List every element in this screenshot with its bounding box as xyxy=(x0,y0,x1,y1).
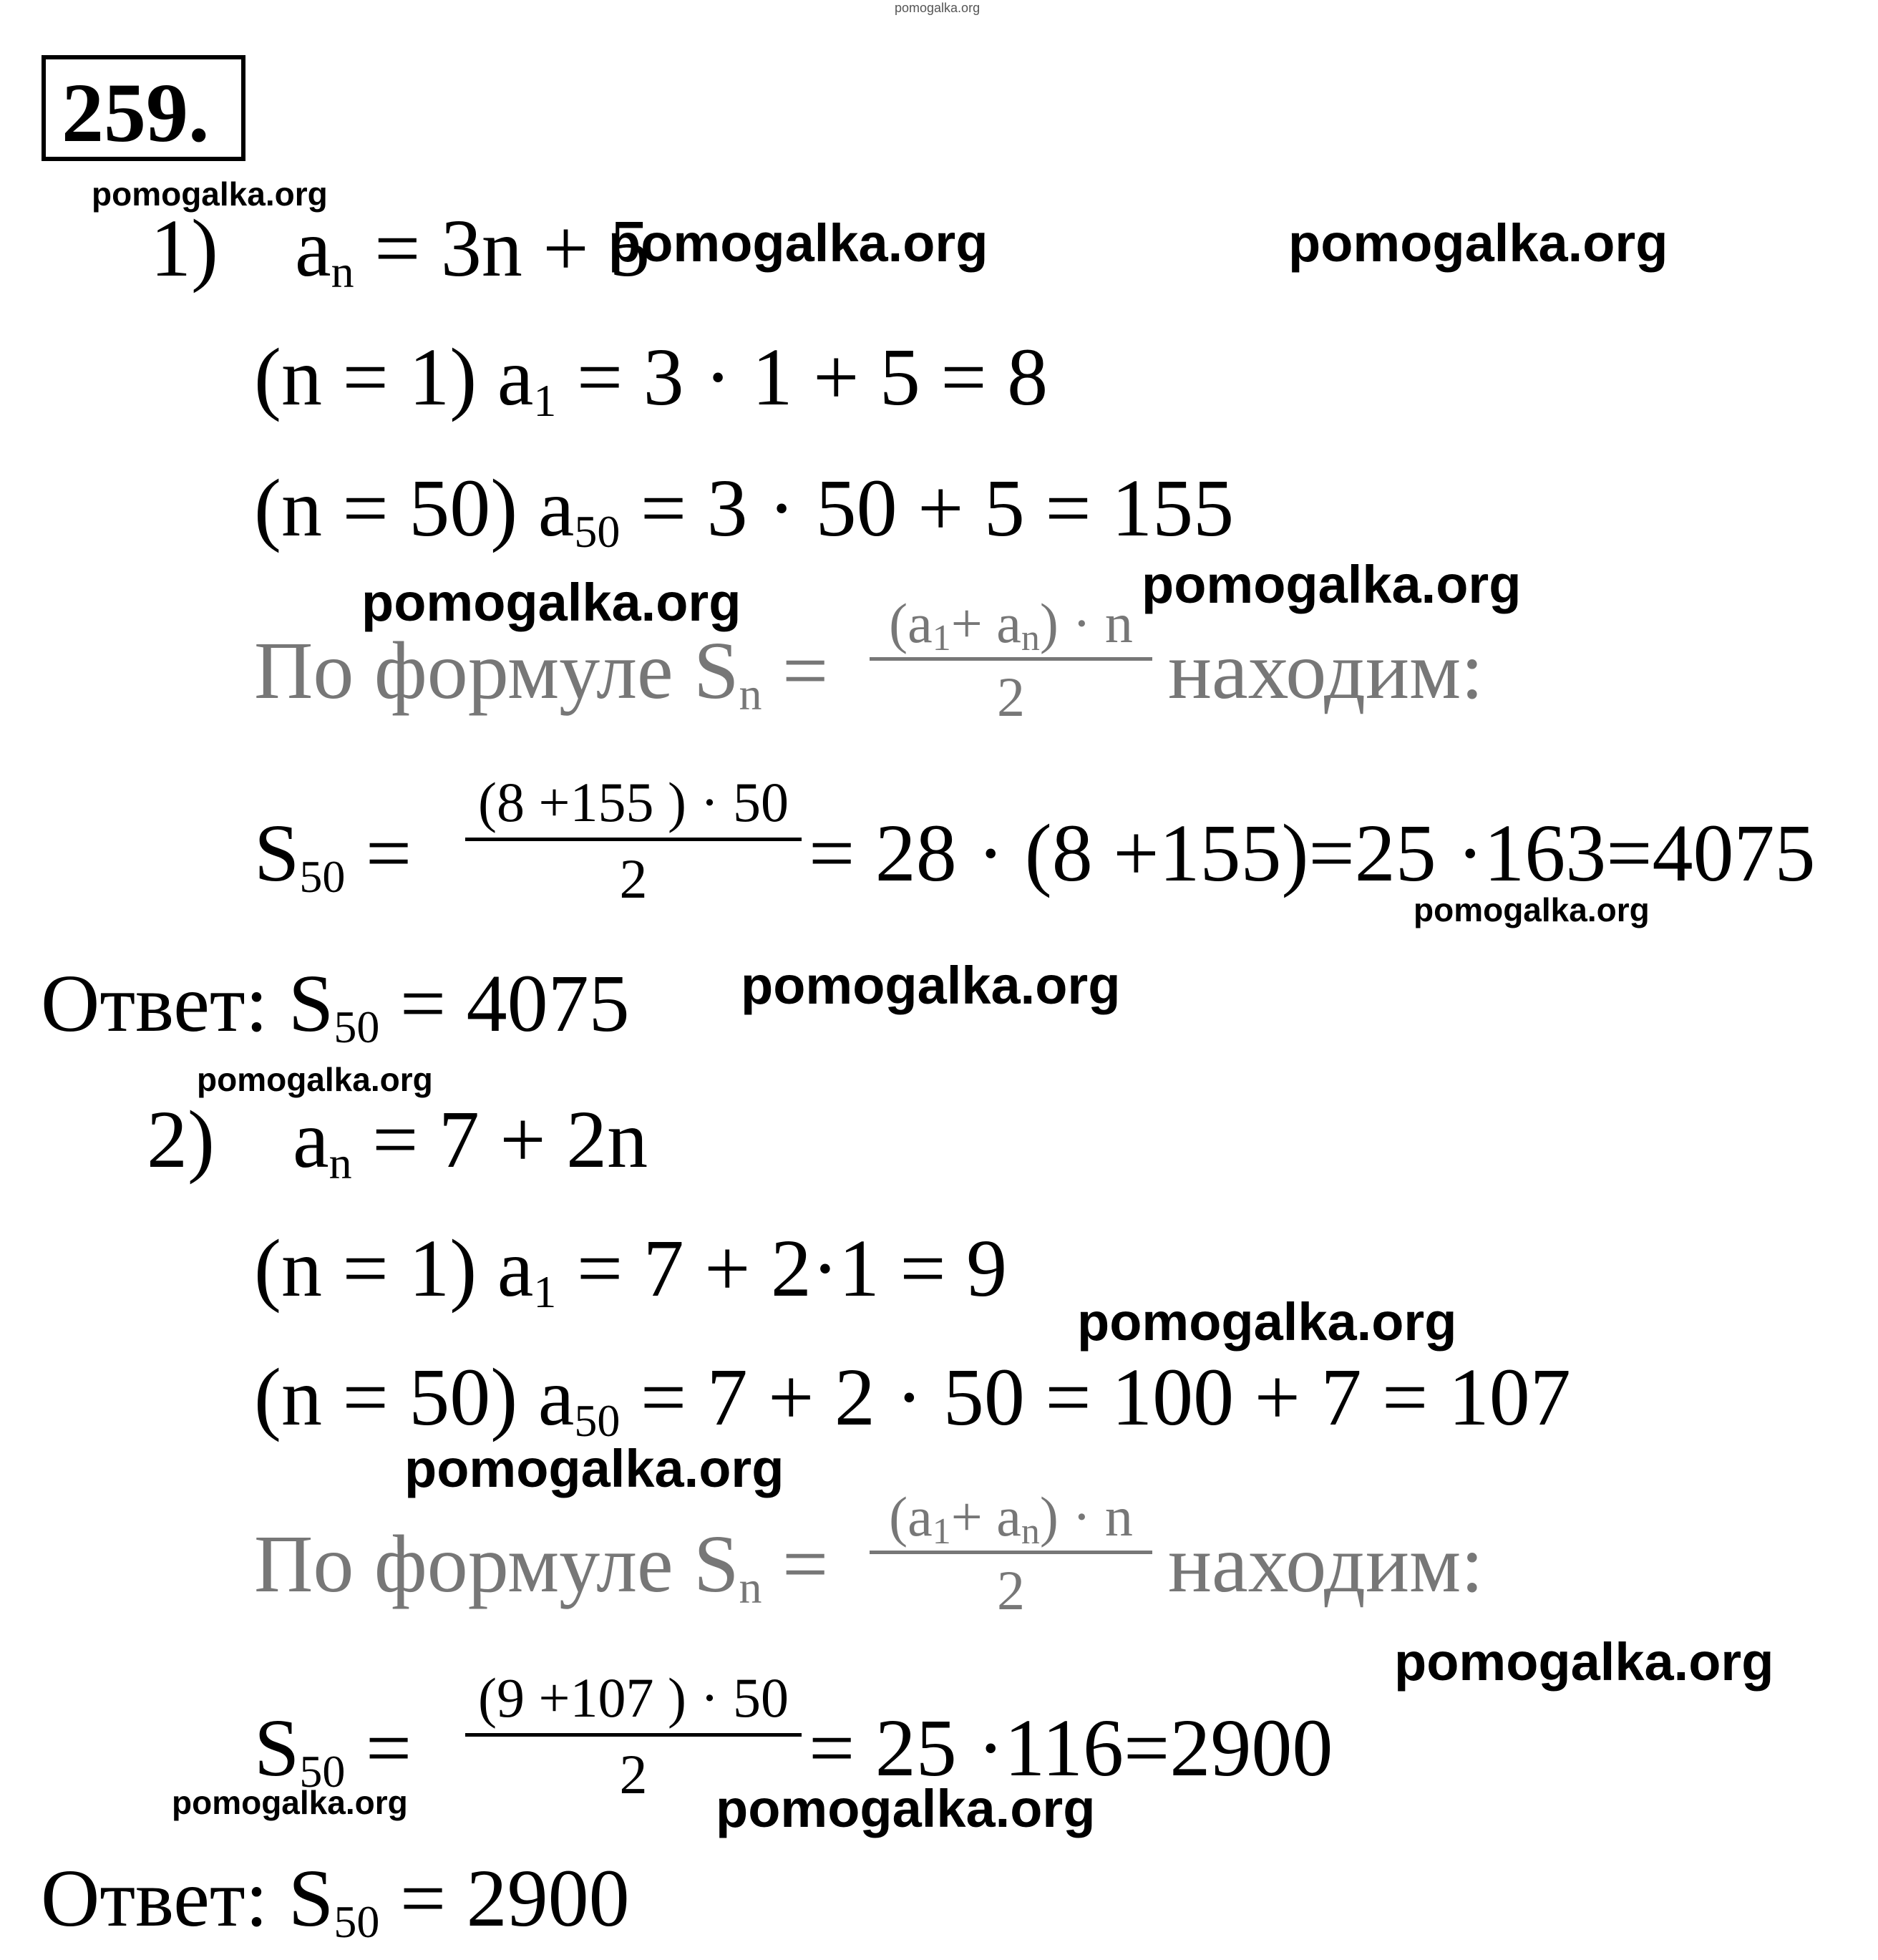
fraction-numerator: (a1+ an) · n xyxy=(889,1485,1133,1553)
watermark: pomogalka.org xyxy=(361,573,741,632)
part2-sum-result: = 25 ·116=2900 xyxy=(809,1702,1333,1793)
part2-rule-fraction xyxy=(870,1485,1152,1621)
watermark: pomogalka.org xyxy=(1142,555,1522,614)
fraction-denominator: 2 xyxy=(619,1743,648,1805)
problem-number-box xyxy=(42,55,245,161)
fraction-denominator: 2 xyxy=(997,666,1025,728)
part1-rule-fraction xyxy=(870,592,1152,728)
fraction-bar xyxy=(870,1551,1152,1554)
watermark: pomogalka.org xyxy=(1077,1292,1457,1352)
part1-answer: Ответ: S50 = 4075 xyxy=(41,958,630,1052)
fraction-numerator: (9 +107 ) · 50 xyxy=(478,1667,789,1729)
watermark: pomogalka.org xyxy=(608,213,988,273)
part1-a50-line: (n = 50) a50 = 3 · 50 + 5 = 155 xyxy=(254,462,1235,557)
part2-a1-line: (n = 1) a1 = 7 + 2·1 = 9 xyxy=(254,1223,1008,1317)
fraction-bar xyxy=(465,838,802,841)
fraction-bar xyxy=(465,1733,802,1737)
watermark: pomogalka.org xyxy=(197,1061,433,1098)
watermark: pomogalka.org xyxy=(404,1439,784,1498)
fraction-denominator: 2 xyxy=(997,1559,1025,1621)
part1-sum-fraction xyxy=(465,771,802,910)
watermark: pomogalka.org xyxy=(1394,1632,1774,1692)
part2-formula: 2) an = 7 + 2n xyxy=(147,1094,648,1188)
fraction-numerator: (a1+ an) · n xyxy=(889,592,1133,659)
part1-a1-line: (n = 1) a1 = 3 · 1 + 5 = 8 xyxy=(254,331,1049,426)
fraction-denominator: 2 xyxy=(619,848,648,910)
part1-rule-suffix: находим: xyxy=(1168,625,1484,716)
watermark: pomogalka.org xyxy=(1414,891,1650,928)
part1-sum-lhs: S50 = xyxy=(254,807,412,902)
watermark: pomogalka.org xyxy=(741,956,1121,1015)
problem-number: 259. xyxy=(62,66,210,160)
part1-sum-result: = 28 · (8 +155)=25 ·163=4075 xyxy=(809,807,1816,898)
part1-label: 1) xyxy=(150,203,218,293)
part2-rule-text: По формуле Sn = xyxy=(254,1518,829,1613)
watermark: pomogalka.org xyxy=(92,175,328,213)
part2-label: 2) xyxy=(147,1094,215,1185)
part2-a50-line: (n = 50) a50 = 7 + 2 · 50 = 100 + 7 = 107 xyxy=(254,1352,1571,1446)
watermark-top: pomogalka.org xyxy=(895,1,981,15)
part2-sum-lhs: S50 = xyxy=(254,1702,412,1797)
watermark: pomogalka.org xyxy=(716,1779,1096,1838)
watermark: pomogalka.org xyxy=(172,1784,408,1821)
part2-rule-suffix: находим: xyxy=(1168,1518,1484,1609)
fraction-numerator: (8 +155 ) · 50 xyxy=(478,771,789,833)
fraction-bar xyxy=(870,657,1152,661)
part1-formula: 1) an = 3n + 5 xyxy=(150,203,651,297)
part2-answer: Ответ: S50 = 2900 xyxy=(41,1853,630,1947)
watermark: pomogalka.org xyxy=(1288,213,1668,273)
part1-rule-text: По формуле Sn = xyxy=(254,625,829,719)
